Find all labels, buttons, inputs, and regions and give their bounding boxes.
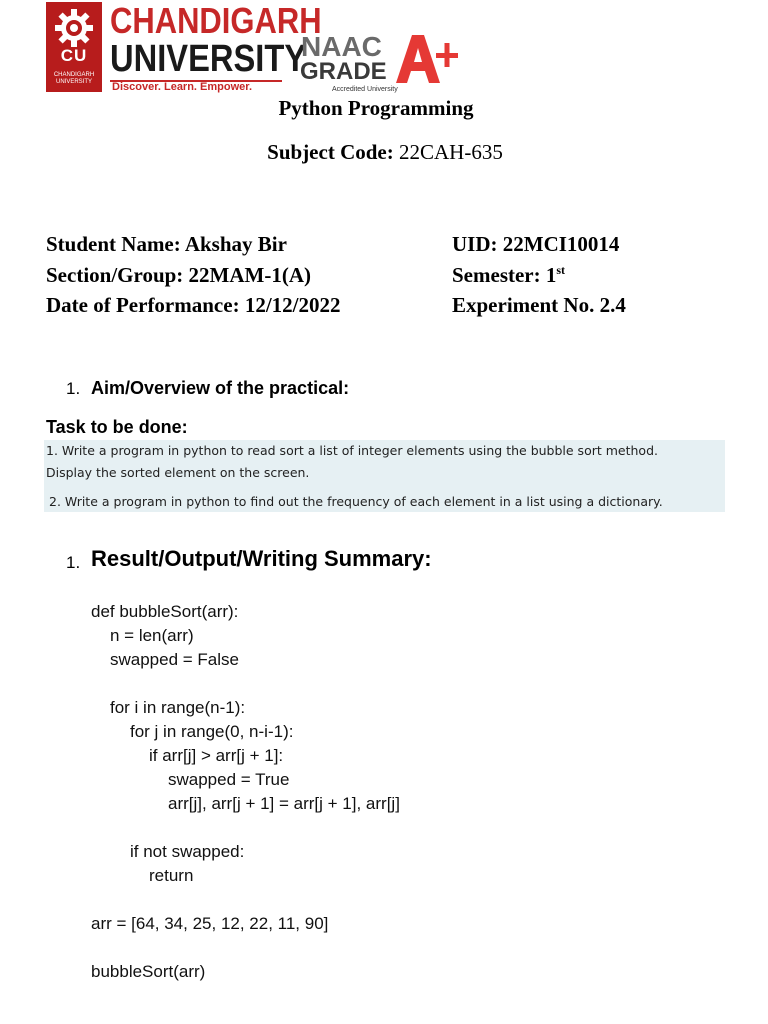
code-line: return	[149, 866, 194, 885]
subject-code	[0, 140, 768, 165]
brand-line-1: CHANDIGARH	[110, 0, 322, 41]
code-line: swapped = True	[168, 770, 290, 789]
semester-superscript: st	[556, 263, 566, 277]
student-name: Student Name: Akshay Bir	[46, 232, 287, 256]
task-line-3: 2. Write a program in python to find out the frequency of each element in a list using a dictionary.	[49, 494, 663, 509]
experiment-number: Experiment No. 2.4	[452, 293, 626, 317]
result-number: 1.	[66, 553, 81, 572]
badge-small-text: CHANDIGARH UNIVERSITY	[53, 72, 95, 85]
date-of-performance: Date of Performance: 12/12/2022	[46, 293, 341, 317]
grade-text: GRADE	[300, 58, 387, 85]
section-group: Section/Group: 22MAM-1(A)	[46, 263, 311, 287]
subject-code-label: Subject Code:	[267, 140, 394, 164]
code-line: if not swapped:	[130, 842, 245, 861]
tagline: Discover. Learn. Empower.	[112, 81, 253, 93]
code-line: n = len(arr)	[110, 626, 194, 645]
aim-heading: Aim/Overview of the practical:	[91, 378, 350, 398]
accredited-label: Accredited University	[332, 86, 398, 93]
task-line-2: Display the sorted element on the screen.	[46, 465, 310, 480]
a-plus-grade-icon	[392, 31, 462, 87]
code-line: def bubbleSort(arr):	[91, 602, 239, 621]
code-line: if arr[j] > arr[j + 1]:	[149, 746, 284, 765]
naac-text: NAAC	[301, 31, 382, 62]
badge-letters: CU	[60, 46, 88, 65]
uid: UID: 22MCI10014	[452, 232, 620, 256]
aim-number: 1.	[66, 379, 81, 398]
semester-text: Semester: 1	[452, 263, 557, 287]
brand-line-2: UNIVERSITY	[110, 38, 307, 80]
code-line: arr = [64, 34, 25, 12, 22, 11, 90]	[91, 914, 329, 933]
task-heading: Task to be done:	[46, 417, 188, 437]
code-line: for j in range(0, n-i-1):	[130, 722, 294, 741]
code-line: for i in range(n-1):	[110, 698, 246, 717]
document-title: Python Programming	[278, 96, 474, 120]
task-line-1: 1. Write a program in python to read sort a list of integer elements using the bubble sort method.	[46, 443, 658, 458]
cu-badge-logo	[46, 2, 102, 92]
subject-code-value: 22CAH-635	[398, 140, 503, 164]
gear-emblem-icon	[52, 6, 96, 50]
code-line: arr[j], arr[j + 1] = arr[j + 1], arr[j]	[168, 794, 400, 813]
result-heading: Result/Output/Writing Summary:	[91, 546, 432, 571]
code-line: swapped = False	[110, 650, 239, 669]
semester	[452, 263, 565, 288]
code-line: bubbleSort(arr)	[91, 962, 206, 981]
